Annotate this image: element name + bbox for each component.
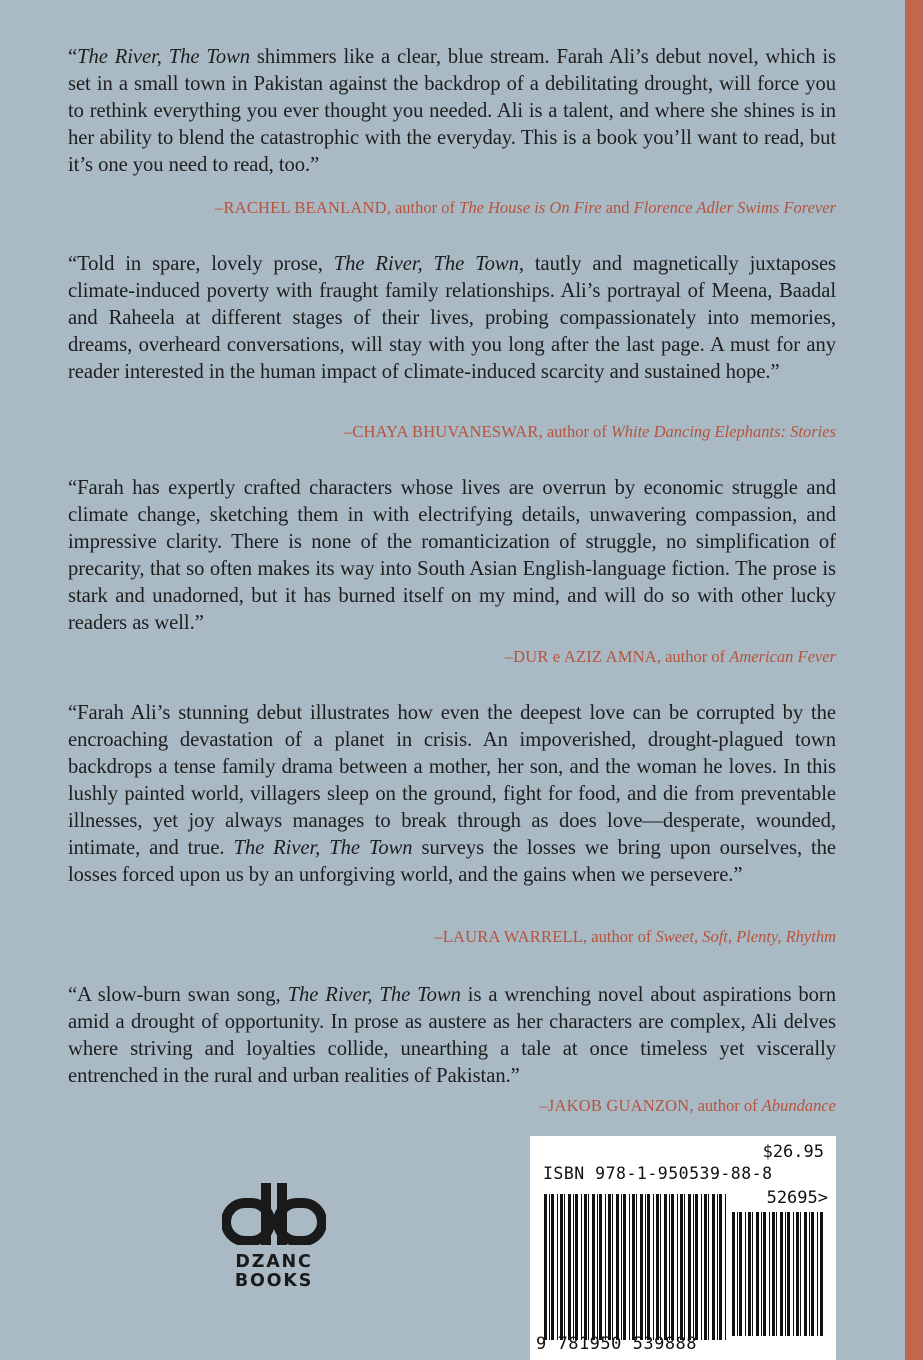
barcode-bar — [636, 1194, 637, 1340]
barcode-bar — [763, 1212, 766, 1336]
barcode-bar — [645, 1194, 646, 1340]
barcode-bar — [592, 1194, 595, 1340]
barcode-bar — [748, 1212, 751, 1336]
barcode-bar — [632, 1194, 635, 1340]
barcode-bar — [739, 1212, 742, 1336]
ean-number-label: 9 781950 539888 — [536, 1334, 698, 1354]
barcode-bar — [772, 1212, 775, 1336]
barcode-bar — [660, 1194, 661, 1340]
barcode-bar — [780, 1212, 783, 1336]
barcode-bar — [787, 1212, 790, 1336]
barcode-bar — [677, 1194, 678, 1340]
barcode-bar — [564, 1194, 565, 1340]
blurb-attribution-4: –LAURA WARRELL, author of Sweet, Soft, Plenty, Rhythm — [434, 927, 836, 946]
barcode-bar — [629, 1194, 630, 1340]
barcode-bar — [671, 1194, 674, 1340]
blurb-attribution-1: –RACHEL BEANLAND, author of The House is On Fire and Florence Adler Swims Forever — [215, 198, 836, 217]
publisher-logo — [222, 1183, 326, 1291]
barcode-bar — [695, 1194, 698, 1340]
barcode-bar — [688, 1194, 691, 1340]
barcode-bar — [623, 1194, 626, 1340]
blurb-quote-1: “The River, The Town shimmers like a clear, blue stream. Farah Ali’s debut novel, which is set in a small town in Pakistan against the backdrop of a debilitating drought, will force you to rethink everything you ever thought you needed. Ali is a talent, and where she shines is in her ability to blend the catastrophic with the everyday. This is a book you’ll want to read, but it’s one you need to read, too.” — [68, 46, 836, 176]
publisher-name-line2: BOOKS — [234, 1271, 314, 1291]
barcode-bar — [640, 1194, 643, 1340]
barcode-bar — [599, 1194, 602, 1340]
barcode-bar — [820, 1212, 823, 1336]
barcode-bar — [588, 1194, 589, 1340]
barcode-bar — [616, 1194, 619, 1340]
blurb-attribution-5: –JAKOB GUANZON, author of Abundance — [539, 1096, 836, 1115]
barcode-bar — [605, 1194, 606, 1340]
barcode-bar — [776, 1212, 777, 1336]
barcode-bar — [549, 1194, 550, 1340]
barcode-bar — [717, 1194, 718, 1340]
barcode-bar — [704, 1194, 707, 1340]
barcode-bar — [560, 1194, 563, 1340]
barcode-bar — [708, 1194, 709, 1340]
barcode-bar — [793, 1212, 794, 1336]
blurb-attribution-2: –CHAYA BHUVANESWAR, author of White Dancing Elephants: Stories — [343, 422, 836, 441]
barcode-bar — [581, 1194, 582, 1340]
barcode-bar — [712, 1194, 715, 1340]
barcode-bar — [680, 1194, 683, 1340]
barcode-bar — [756, 1212, 759, 1336]
barcode-bar — [621, 1194, 622, 1340]
barcode-bar — [684, 1194, 685, 1340]
barcode-bar — [573, 1194, 574, 1340]
publisher-name-line1: DZANC — [235, 1252, 313, 1272]
barcode-bar — [811, 1212, 814, 1336]
barcode-bar — [752, 1212, 753, 1336]
blurb-quote-4: “Farah Ali’s stunning debut illustrates how even the deepest love can be corrupted by the encroaching devastation of a planet in crisis. An impoverished, drought-plagued town backdrops a tense family drama between a mother, her son, and the woman he loves. In this lushly painted world, villagers sleep on the ground, fight for food, and die from preventable illnesses, yet joy always manages to break through as does love—desperate, wounded, intimate, and true. The River, The Town surveys the losses we bring upon ourselves, the losses forced upon us by an unforgiving world, and the gains when we persevere.” — [68, 702, 836, 886]
blurb-quote-5: “A slow-burn swan song, The River, The Town is a wrenching novel about aspirations born amid a drought of opportunity. In prose as austere as her characters are complex, Ali delves where striving and loyalties collide, unearthing a tale at once timeless yet viscerally entrenched in the rural and urban realities of Pakistan.” — [68, 984, 836, 1087]
barcode-bar — [544, 1194, 547, 1340]
barcode-bar — [612, 1194, 613, 1340]
barcode-bar — [669, 1194, 670, 1340]
ean-barcode — [544, 1194, 728, 1340]
barcode-bar — [575, 1194, 578, 1340]
barcode-bar — [732, 1212, 735, 1336]
barcode-bar — [800, 1212, 801, 1336]
barcode-bar — [656, 1194, 659, 1340]
barcode-bar — [608, 1194, 611, 1340]
barcode-bar — [785, 1212, 786, 1336]
barcode-bar — [796, 1212, 799, 1336]
barcode-box — [530, 1136, 836, 1360]
isbn-label: ISBN 978-1-950539-88-8 — [543, 1164, 773, 1183]
blurb-quote-2: “Told in spare, lovely prose, The River, The Town, tautly and magnetically juxtaposes climate-induced poverty with fraught family relationships. Ali’s portrayal of Meena, Baadal and Raheela at different stages of their lives, probing compassionately into memories, dreams, overheard conversations, will stay with you long after the last page. A must for any reader interested in the human impact of climate-induced scarcity and sustained hope.” — [68, 253, 837, 383]
barcode-bar — [693, 1194, 694, 1340]
barcode-bar — [701, 1194, 702, 1340]
addon-code-label: 52695> — [766, 1188, 828, 1208]
barcode-bar — [737, 1212, 738, 1336]
barcode-bar — [719, 1194, 722, 1340]
addon-barcode — [732, 1212, 824, 1336]
barcode-bar — [761, 1212, 762, 1336]
blurb-attribution-3: –DUR e AZIZ AMNA, author of American Fever — [504, 647, 836, 666]
barcode-bar — [647, 1194, 650, 1340]
barcode-bar — [568, 1194, 571, 1340]
barcode-bar — [653, 1194, 654, 1340]
barcode-bar — [817, 1212, 818, 1336]
spine-color-strip — [905, 0, 923, 1360]
blurb-quote-3: “Farah has expertly crafted characters whose lives are overrun by economic struggle and climate change, sketching them in with electrifying details, unwavering compassion, and impressive clarity. There is none of the romanticization of struggle, no simplification of precarity, that so often makes its way into South Asian English-language fiction. The prose is stark and unadorned, but it has burned itself on my mind, and will do so with other lucky readers as well.” — [68, 477, 836, 634]
barcode-bar — [584, 1194, 587, 1340]
barcode-bar — [664, 1194, 667, 1340]
barcode-bar — [597, 1194, 598, 1340]
barcode-bar — [745, 1212, 746, 1336]
barcode-bar — [804, 1212, 807, 1336]
price-label: $26.95 — [762, 1142, 824, 1162]
barcode-bar — [551, 1194, 554, 1340]
barcode-bar — [557, 1194, 558, 1340]
db-monogram-icon — [222, 1183, 326, 1245]
barcode-bar — [769, 1212, 770, 1336]
barcode-bar — [809, 1212, 810, 1336]
barcode-bar — [725, 1194, 726, 1340]
